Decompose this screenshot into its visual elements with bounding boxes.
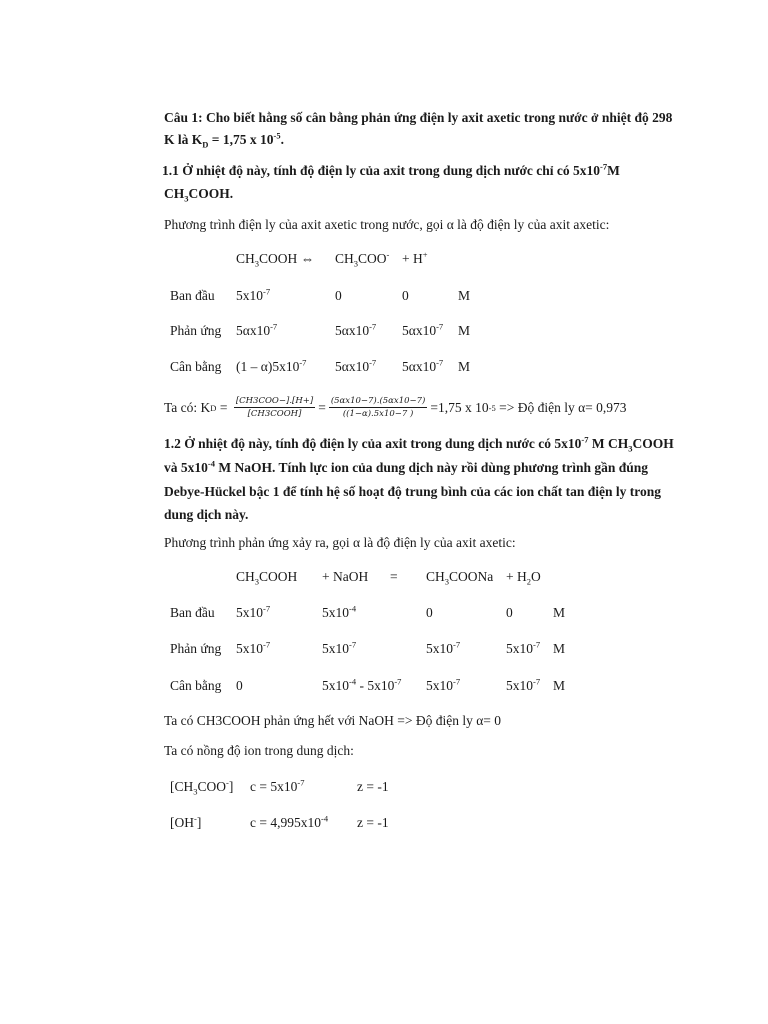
ion-name: [OH-] [170,813,202,830]
eq1-cell: $(1 - \alpha)5x10^{-7}$ [236,357,307,374]
question-1-line-2: K là $K_D = 1,75$ x $10^{-5}$. [164,130,284,150]
eq1-product-acetate: $CH_3COO^-$ [335,249,390,269]
eq2-row-label: Phản ứng [170,641,222,656]
eq1-cell: $5\alpha x10^{-7}$ [335,357,377,374]
eq1-product-proton: + H+ [402,249,428,266]
eq2-reactant-base: + NaOH [322,569,369,584]
eq2-cell: 0 [426,605,433,620]
eq2-cell: $5x10^{-4}$ [322,603,357,620]
eq1-row-label: Ban đầu [170,288,215,303]
section-1-1-intro: Phương trình điện ly của axit axetic trong nước, gọi α là độ điện ly của axit axetic: [164,217,610,232]
eq2-cell: $5x10^{-7}$ [236,603,271,620]
section-1-1-title-line-1: 1.1 Ở nhiệt độ này, tính độ điện ly của axit trong dung dịch nước chỉ có $5x10^{-7}M$ [162,161,620,178]
eq2-equals: = [390,569,398,584]
eq2-row-label: Cân bằng [170,678,222,693]
section-1-2-intro: Phương trình phản ứng xảy ra, gọi α là độ điện ly của axit axetic: [164,535,516,550]
eq2-cell: $5x10^{-4} - 5x10^{-7}$ [322,676,402,693]
section-1-2-title-line-2: và $5x10^{-4}$ M NaOH. Tính lực ion của dung dịch này rồi dùng phương trình gần đúng [164,458,649,475]
eq2-row-label: Ban đầu [170,605,215,620]
eq2-unit: M [553,641,566,656]
eq1-unit: M [458,288,471,303]
eq2-cell: $5x10^{-7}$ [322,639,357,656]
ion-charge: z = -1 [357,815,389,830]
eq1-cell: 0 [335,288,342,303]
eq2-cell: $5x10^{-7}$ [426,639,461,656]
eq1-row-label: Phản ứng [170,323,222,338]
eq1-cell: $5\alpha x10^{-7}$ [335,321,377,338]
kd-fraction-concentrations: $\frac{\text{[CH3COO−].[H+]}}{\text{[CH3COOH]}}$ [235,396,314,419]
ion-charge: z = -1 [357,779,389,794]
eq2-cell: 0 [506,605,513,620]
section-1-2-title-line-4: dung dịch này. [164,507,249,522]
eq1-cell: $5\alpha x10^{-7}$ [402,321,444,338]
ion-concentration: $c = 5x10^{-7}$ [250,777,305,794]
eq2-cell: $5x10^{-7}$ [506,639,541,656]
eq2-unit: M [553,678,566,693]
eq2-unit: M [553,605,566,620]
eq1-unit: M [458,359,471,374]
eq2-product-water: + $H_2O$ [506,569,541,587]
eq1-row-label: Cân bằng [170,359,222,374]
kd-formula: Ta có: K D = $\frac{\text{[CH3COO−].[H+]}}{\text{[CH3COOH]}}$ = $\frac{(5\alpha x10-7).(5\alpha x10-7)}{((1-\alpha).5x10-7 )}$ =1,75 x 10 -5 => Độ điện ly α= 0,973 [164,396,627,419]
eq1-cell: $5\alpha x10^{-7}$ [236,321,278,338]
eq2-reactant-acid: $CH_3COOH$ [236,569,298,587]
eq2-product-salt: $CH_3COONa$ [426,569,494,587]
eq1-cell: 0 [402,288,409,303]
eq1-cell: $5\alpha x10^{-7}$ [402,357,444,374]
section-1-2-title-line-3: Debye-Hückel bậc 1 để tính hệ số hoạt độ trung bình của các ion chất tan điện ly trong [164,484,662,499]
question-1-line-1: Câu 1: Cho biết hằng số cân bằng phản ứng điện ly axit axetic trong nước ở nhiệt độ 298 [164,110,673,125]
eq2-cell: $5x10^{-7}$ [426,676,461,693]
section-1-2-title-line-1: 1.2 Ở nhiệt độ này, tính độ điện ly của axit trong dung dịch nước có $5x10^{-7}$ M $CH_3COOH$ [164,434,674,454]
kd-fraction-values: $\frac{(5\alpha x10-7).(5\alpha x10-7)}{((1-\alpha).5x10-7 )}$ [330,396,426,419]
eq1-cell: $5x10^{-7}$ [236,286,271,303]
ion-concentration: $c = 4,995x10^{-4}$ [250,813,329,830]
section-1-1-title-line-2: $CH_3COOH$. [164,186,234,204]
eq2-cell: 0 [236,678,243,693]
eq2-cell: $5x10^{-7}$ [236,639,271,656]
ion-name: $[CH_3COO^-]$ [170,777,234,797]
concentration-intro: Ta có nồng độ ion trong dung dịch: [164,743,354,758]
reaction-conclusion: Ta có CH3COOH phản ứng hết với NaOH => Độ điện ly α= 0 [164,713,502,728]
eq1-unit: M [458,323,471,338]
eq2-cell: $5x10^{-7}$ [506,676,541,693]
eq1-reactant: $CH_3COOH$ ⇔ [236,251,315,269]
